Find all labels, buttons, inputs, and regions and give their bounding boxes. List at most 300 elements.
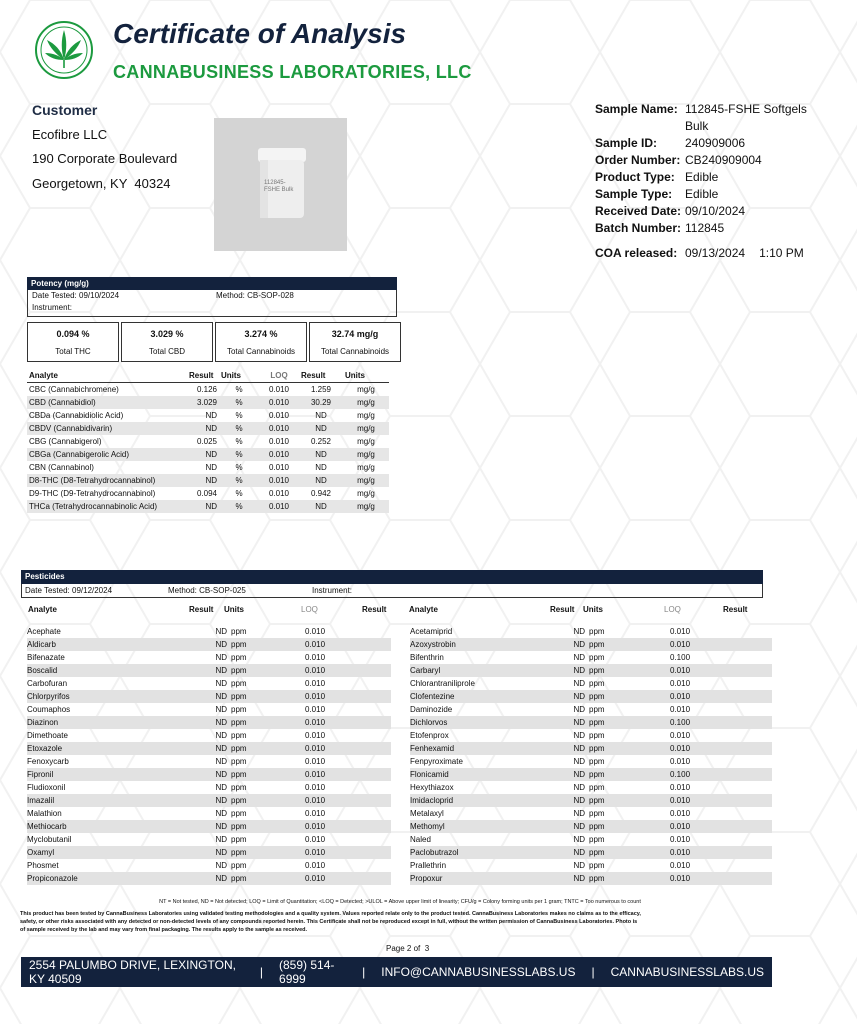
table-cell: Dichlorvos xyxy=(410,716,555,729)
table-cell: ppm xyxy=(585,820,670,833)
table-cell: % xyxy=(219,422,259,435)
table-cell: ND xyxy=(555,664,585,677)
table-cell: ND xyxy=(185,768,227,781)
table-cell: CBDa (Cannabidiolic Acid) xyxy=(29,411,124,420)
product-type-value: Edible xyxy=(685,170,719,184)
pesticide-row xyxy=(410,755,772,768)
pesticide-row xyxy=(410,677,772,690)
table-cell: ND xyxy=(185,690,227,703)
table-cell: ppm xyxy=(585,768,670,781)
table-cell: Imazalil xyxy=(27,794,185,807)
col-units: Units xyxy=(224,605,244,614)
pesticide-row xyxy=(27,820,391,833)
table-cell: 0.010 xyxy=(259,422,299,435)
pesticide-row xyxy=(27,664,391,677)
pesticide-row xyxy=(410,638,772,651)
col-result: Result xyxy=(189,605,214,614)
table-cell: ND xyxy=(555,690,585,703)
table-cell: mg/g xyxy=(357,411,375,420)
table-cell: ND xyxy=(555,846,585,859)
table-cell: 0.010 xyxy=(259,500,299,513)
lab-logo xyxy=(34,20,94,80)
sample-type-label: Sample Type: xyxy=(595,187,673,201)
pesticides-table-left xyxy=(27,625,391,885)
pesticide-row xyxy=(410,859,772,872)
table-cell: 0.010 xyxy=(305,653,326,662)
table-cell: Etoxazole xyxy=(27,742,185,755)
col-result-mg: Result xyxy=(299,369,343,383)
pesticide-row xyxy=(410,729,772,742)
table-cell: ND xyxy=(215,653,227,662)
sample-photo xyxy=(214,118,347,251)
table-cell: ND xyxy=(185,742,227,755)
table-cell: ND xyxy=(299,474,343,487)
table-cell: Imidacloprid xyxy=(410,794,555,807)
table-cell: ND xyxy=(573,783,585,792)
table-cell: ND xyxy=(185,638,227,651)
table-cell: ppm xyxy=(585,716,670,729)
sample-id-label: Sample ID: xyxy=(595,136,658,150)
pesticide-row xyxy=(410,872,772,885)
table-cell: ppm xyxy=(227,742,305,755)
table-cell: % xyxy=(235,463,243,472)
disclaimer-line1: This product has been tested by CannaBusiness Laboratories using validated testing methodologies and a quality system. Values reported relate only to the product tested. CannaBusiness Laboratories makes no claims as to the efficacy, xyxy=(20,911,641,917)
table-cell: % xyxy=(235,437,243,446)
table-cell: ppm xyxy=(585,794,670,807)
customer-address-line1: 190 Corporate Boulevard xyxy=(32,151,178,166)
pesticide-row xyxy=(27,846,391,859)
table-cell: 3.029 xyxy=(187,396,219,409)
footer-separator: | xyxy=(362,965,366,979)
summary-total-thc xyxy=(27,322,119,362)
pesticide-row xyxy=(27,690,391,703)
batch-number-value: 112845 xyxy=(685,221,725,235)
table-cell: Chlorpyrifos xyxy=(27,690,185,703)
table-cell: ND xyxy=(573,835,585,844)
footer-website[interactable]: CANNABUSINESSLABS.US xyxy=(610,965,764,979)
table-cell: ND xyxy=(187,474,219,487)
table-cell: Fludioxonil xyxy=(27,783,66,792)
table-cell: ND xyxy=(573,731,585,740)
table-cell: ppm xyxy=(589,731,605,740)
table-cell: ND xyxy=(185,872,227,885)
table-cell: ND xyxy=(215,679,227,688)
table-cell: Myclobutanil xyxy=(27,835,72,844)
batch-number-label: Batch Number: xyxy=(595,221,682,235)
table-cell: 0.100 xyxy=(670,653,691,662)
potency-method: Method: CB-SOP-028 xyxy=(216,291,294,300)
table-cell: Fipronil xyxy=(27,768,185,781)
pesticide-row xyxy=(410,807,772,820)
table-cell: Boscalid xyxy=(27,664,185,677)
pesticide-row xyxy=(410,690,772,703)
table-cell: 0.010 xyxy=(670,742,772,755)
table-cell: Malathion xyxy=(27,809,62,818)
table-cell: Propoxur xyxy=(410,872,555,885)
table-cell: ND xyxy=(299,448,343,461)
table-cell: CBDV (Cannabidivarin) xyxy=(27,422,187,435)
table-cell: 0.010 xyxy=(305,690,391,703)
pesticides-date-tested: Date Tested: 09/12/2024 xyxy=(25,586,113,595)
table-cell: Azoxystrobin xyxy=(410,638,555,651)
table-cell: ppm xyxy=(589,705,605,714)
potency-row xyxy=(27,500,389,513)
table-cell: ppm xyxy=(585,690,670,703)
sample-info xyxy=(595,101,810,237)
table-cell: % xyxy=(219,448,259,461)
customer-name: Ecofibre LLC xyxy=(32,127,108,142)
table-cell: Metalaxyl xyxy=(410,809,444,818)
table-cell: ppm xyxy=(227,794,305,807)
received-date-label: Received Date: xyxy=(595,204,682,218)
table-cell: ND xyxy=(315,463,327,472)
table-cell: ppm xyxy=(231,679,247,688)
table-cell: % xyxy=(219,500,259,513)
summary-value: 3.274 % xyxy=(244,329,278,339)
table-cell: ND xyxy=(185,794,227,807)
coa-released xyxy=(595,246,804,260)
table-cell: ppm xyxy=(589,835,605,844)
summary-value: 0.094 % xyxy=(56,329,90,339)
pesticide-row xyxy=(27,768,391,781)
sample-name-label: Sample Name: xyxy=(595,102,678,116)
table-cell: mg/g xyxy=(357,489,375,498)
col-units: Units xyxy=(219,369,259,383)
table-cell: ppm xyxy=(231,861,247,870)
table-cell: ND xyxy=(215,705,227,714)
photo-label: 112845- FSHE Bulk xyxy=(264,180,294,193)
table-cell: ppm xyxy=(227,638,305,651)
table-cell: Carbaryl xyxy=(410,664,555,677)
table-cell: CBD (Cannabidiol) xyxy=(27,396,187,409)
table-cell: 0.010 xyxy=(305,846,391,859)
table-cell: ND xyxy=(215,835,227,844)
table-cell: D9-THC (D9-Tetrahydrocannabinol) xyxy=(29,489,156,498)
table-cell: ppm xyxy=(227,846,305,859)
table-cell: ND xyxy=(299,422,343,435)
pesticides-section xyxy=(21,570,763,598)
table-cell: 0.010 xyxy=(305,742,391,755)
potency-row xyxy=(27,435,389,448)
legend-note: NT = Not tested, ND = Not detected; LOQ = Limit of Quantitation; <LOQ = Detected; >ULOL = Above upper limit of linearity; CFU/g = Colony forming units per 1 gram; TNTC = Too numerous to count xyxy=(159,899,641,905)
coa-released-label: COA released: xyxy=(595,246,678,260)
table-cell: 0.010 xyxy=(305,872,391,885)
col-loq-right: LOQ xyxy=(664,605,681,614)
table-cell: 0.010 xyxy=(670,835,691,844)
pesticide-row xyxy=(410,846,772,859)
pesticide-row xyxy=(27,729,391,742)
summary-value: 3.029 % xyxy=(150,329,184,339)
table-cell: ND xyxy=(185,846,227,859)
cannabis-leaf-logo-icon xyxy=(34,20,94,80)
pesticide-row xyxy=(410,794,772,807)
table-cell: mg/g xyxy=(343,500,389,513)
footer-separator: | xyxy=(259,965,264,979)
table-cell: Acephate xyxy=(27,627,61,636)
disclaimer-line3: of sample received by the lab and may vary from final packaging. The results apply to the sample as received. xyxy=(20,927,308,933)
table-cell: 0.025 xyxy=(196,437,217,446)
table-cell: ND xyxy=(205,411,217,420)
col-result-right: Result xyxy=(550,605,575,614)
table-cell: ppm xyxy=(231,835,247,844)
table-cell: ND xyxy=(573,861,585,870)
col-result-2-right: Result xyxy=(723,605,748,614)
table-cell: 30.29 xyxy=(299,396,343,409)
table-cell: Flonicamid xyxy=(410,768,555,781)
table-cell: D8-THC (D8-Tetrahydrocannabinol) xyxy=(27,474,187,487)
summary-value: 32.74 mg/g xyxy=(331,329,379,339)
footer-separator: | xyxy=(591,965,595,979)
table-cell: ND xyxy=(185,820,227,833)
table-cell: ppm xyxy=(227,820,305,833)
table-cell: CBGa (Cannabigerolic Acid) xyxy=(27,448,187,461)
pesticide-row xyxy=(27,859,391,872)
table-cell: 0.010 xyxy=(670,783,691,792)
col-units-mg: Units xyxy=(343,369,389,383)
table-cell: Etofenprox xyxy=(410,731,449,740)
potency-row xyxy=(27,396,389,409)
table-cell: ppm xyxy=(585,664,670,677)
potency-table xyxy=(27,369,389,513)
table-cell: Acetamiprid xyxy=(410,627,453,636)
table-cell: 0.010 xyxy=(268,437,290,446)
pesticide-row xyxy=(27,638,391,651)
table-cell: ppm xyxy=(589,679,605,688)
table-cell: Dimethoate xyxy=(27,731,68,740)
table-cell: 0.010 xyxy=(259,396,299,409)
sample-id-value: 240909006 xyxy=(685,136,746,150)
table-cell: ppm xyxy=(231,653,247,662)
table-cell: 0.010 xyxy=(305,716,391,729)
table-cell: 0.010 xyxy=(305,835,326,844)
pesticides-table-right xyxy=(410,625,772,885)
table-cell: ppm xyxy=(231,627,247,636)
table-cell: 0.010 xyxy=(268,385,290,394)
table-cell: ND xyxy=(215,731,227,740)
table-cell: Hexythiazox xyxy=(410,783,454,792)
table-cell: ND xyxy=(215,783,227,792)
pesticide-row xyxy=(410,651,772,664)
table-cell: CBG (Cannabigerol) xyxy=(29,437,102,446)
pesticides-method: Method: CB-SOP-025 xyxy=(168,586,246,595)
table-cell: Fenhexamid xyxy=(410,742,555,755)
col-analyte-right: Analyte xyxy=(409,605,438,614)
table-cell: 0.010 xyxy=(305,861,326,870)
table-cell: mg/g xyxy=(343,474,389,487)
table-cell: Fenpyroximate xyxy=(410,757,463,766)
pesticide-row xyxy=(410,625,772,638)
table-cell: % xyxy=(235,489,243,498)
table-cell: ND xyxy=(555,716,585,729)
table-cell: ppm xyxy=(231,705,247,714)
summary-label: Total Cannabinoids xyxy=(320,347,390,356)
table-cell: 0.100 xyxy=(670,768,772,781)
table-cell: 0.010 xyxy=(670,757,691,766)
table-cell: 0.010 xyxy=(305,731,326,740)
table-cell: ppm xyxy=(231,809,247,818)
table-cell: ND xyxy=(573,627,585,636)
potency-row xyxy=(27,461,389,474)
pesticide-row xyxy=(410,820,772,833)
table-cell: 0.252 xyxy=(310,437,332,446)
table-cell: mg/g xyxy=(357,385,375,394)
coa-released-date: 09/13/2024 xyxy=(685,246,746,260)
pesticide-row xyxy=(410,742,772,755)
table-cell: THCa (Tetrahydrocannabinolic Acid) xyxy=(27,500,187,513)
table-cell: mg/g xyxy=(343,422,389,435)
table-cell: 0.010 xyxy=(268,489,290,498)
table-cell: ND xyxy=(555,820,585,833)
table-cell: Chlorantraniliprole xyxy=(410,679,475,688)
table-cell: ND xyxy=(573,653,585,662)
table-cell: 0.010 xyxy=(305,794,391,807)
coa-released-time: 1:10 PM xyxy=(759,246,804,260)
table-cell: 0.010 xyxy=(670,679,691,688)
table-cell: 0.010 xyxy=(259,474,299,487)
pesticide-row xyxy=(27,677,391,690)
col-loq: LOQ xyxy=(259,369,299,383)
potency-row xyxy=(27,383,389,397)
table-cell: 0.010 xyxy=(305,705,326,714)
table-cell: % xyxy=(219,396,259,409)
table-cell: ppm xyxy=(585,742,670,755)
table-cell: ND xyxy=(555,768,585,781)
table-cell: Clofentezine xyxy=(410,690,555,703)
table-cell: ND xyxy=(555,794,585,807)
table-cell: 0.010 xyxy=(305,809,326,818)
table-cell: ND xyxy=(573,679,585,688)
table-cell: 0.094 xyxy=(196,489,217,498)
table-cell: 0.010 xyxy=(268,463,290,472)
summary-total-cannabinoids-percent xyxy=(215,322,307,362)
table-cell: Carbofuran xyxy=(27,679,68,688)
table-cell: ND xyxy=(215,627,227,636)
table-cell: 0.010 xyxy=(305,638,391,651)
table-cell: Propiconazole xyxy=(27,872,185,885)
table-cell: mg/g xyxy=(357,437,375,446)
col-analyte: Analyte xyxy=(28,605,57,614)
table-cell: ppm xyxy=(589,809,605,818)
customer-heading: Customer xyxy=(32,102,98,118)
table-cell: ND xyxy=(573,757,585,766)
table-cell: ppm xyxy=(589,783,605,792)
footer-address: 2554 PALUMBO DRIVE, LEXINGTON, KY 40509 xyxy=(29,958,236,986)
footer-email[interactable]: INFO@CANNABUSINESSLABS.US xyxy=(381,965,576,979)
table-cell: ND xyxy=(573,705,585,714)
potency-section xyxy=(27,277,397,317)
table-cell: 0.010 xyxy=(670,794,772,807)
pesticide-row xyxy=(27,703,391,716)
table-cell: ND xyxy=(205,463,217,472)
document-title: Certificate of Analysis xyxy=(113,18,407,49)
table-cell: ND xyxy=(185,716,227,729)
table-cell: ppm xyxy=(227,768,305,781)
pesticide-row xyxy=(410,833,772,846)
table-cell: 0.010 xyxy=(670,861,691,870)
pesticide-row xyxy=(410,703,772,716)
table-cell: 0.010 xyxy=(305,820,391,833)
table-cell: ND xyxy=(215,861,227,870)
table-cell: Methiocarb xyxy=(27,820,185,833)
footer-bar xyxy=(21,957,772,987)
table-cell: 0.010 xyxy=(305,664,391,677)
table-cell: ND xyxy=(187,422,219,435)
table-cell: Bifenthrin xyxy=(410,653,444,662)
table-cell: % xyxy=(235,411,243,420)
table-cell: ppm xyxy=(227,716,305,729)
table-cell: Diazinon xyxy=(27,716,185,729)
table-cell: Fenoxycarb xyxy=(27,757,69,766)
page-number: Page 2 of 3 xyxy=(386,944,430,953)
pesticide-row xyxy=(27,716,391,729)
table-cell: ppm xyxy=(585,846,670,859)
col-result-2: Result xyxy=(362,605,387,614)
table-cell: 0.010 xyxy=(268,411,290,420)
table-cell: 0.126 xyxy=(196,385,217,394)
pesticide-row xyxy=(27,651,391,664)
table-cell: 0.010 xyxy=(305,768,391,781)
table-cell: mg/g xyxy=(343,448,389,461)
pesticides-instrument: Instrument: xyxy=(312,586,353,595)
pesticide-row xyxy=(27,794,391,807)
table-cell: ppm xyxy=(227,690,305,703)
table-cell: Coumaphos xyxy=(27,705,71,714)
table-cell: Oxamyl xyxy=(27,846,185,859)
table-cell: ND xyxy=(215,809,227,818)
table-cell: 0.010 xyxy=(305,783,326,792)
table-cell: ppm xyxy=(589,627,605,636)
table-cell: 0.010 xyxy=(670,731,691,740)
pesticide-row xyxy=(27,742,391,755)
table-cell: 0.010 xyxy=(305,679,326,688)
table-cell: 0.010 xyxy=(259,448,299,461)
table-cell: 0.010 xyxy=(670,872,772,885)
table-cell: ND xyxy=(555,872,585,885)
table-cell: % xyxy=(219,474,259,487)
customer-address-line2: Georgetown, KY 40324 xyxy=(32,176,171,191)
table-cell: 0.010 xyxy=(670,664,772,677)
table-cell: ppm xyxy=(227,872,305,885)
pesticide-row xyxy=(27,625,391,638)
table-cell: ppm xyxy=(585,872,670,885)
table-cell: 0.010 xyxy=(670,820,772,833)
table-cell: 0.100 xyxy=(670,716,772,729)
order-number-label: Order Number: xyxy=(595,153,681,167)
pesticide-row xyxy=(27,872,391,885)
table-cell: ND xyxy=(315,411,327,420)
sample-type-value: Edible xyxy=(685,187,719,201)
table-cell: Paclobutrazol xyxy=(410,846,555,859)
table-cell: Methomyl xyxy=(410,820,555,833)
summary-total-cbd xyxy=(121,322,213,362)
potency-date-tested: Date Tested: 09/10/2024 xyxy=(32,291,120,300)
table-cell: Prallethrin xyxy=(410,861,447,870)
footer-phone: (859) 514-6999 xyxy=(279,958,335,986)
summary-label: Total THC xyxy=(55,347,91,356)
pesticide-row xyxy=(27,755,391,768)
summary-label: Total Cannabinoids xyxy=(226,347,296,356)
table-cell: Naled xyxy=(410,835,431,844)
col-loq: LOQ xyxy=(301,605,318,614)
col-units-right: Units xyxy=(583,605,603,614)
potency-title: Potency (mg/g) xyxy=(27,277,397,290)
table-cell: 1.259 xyxy=(310,385,332,394)
table-cell: Aldicarb xyxy=(27,638,185,651)
pesticide-row xyxy=(410,664,772,677)
summary-label: Total CBD xyxy=(148,347,185,356)
table-cell: Phosmet xyxy=(27,861,59,870)
table-cell: 0.010 xyxy=(670,627,691,636)
